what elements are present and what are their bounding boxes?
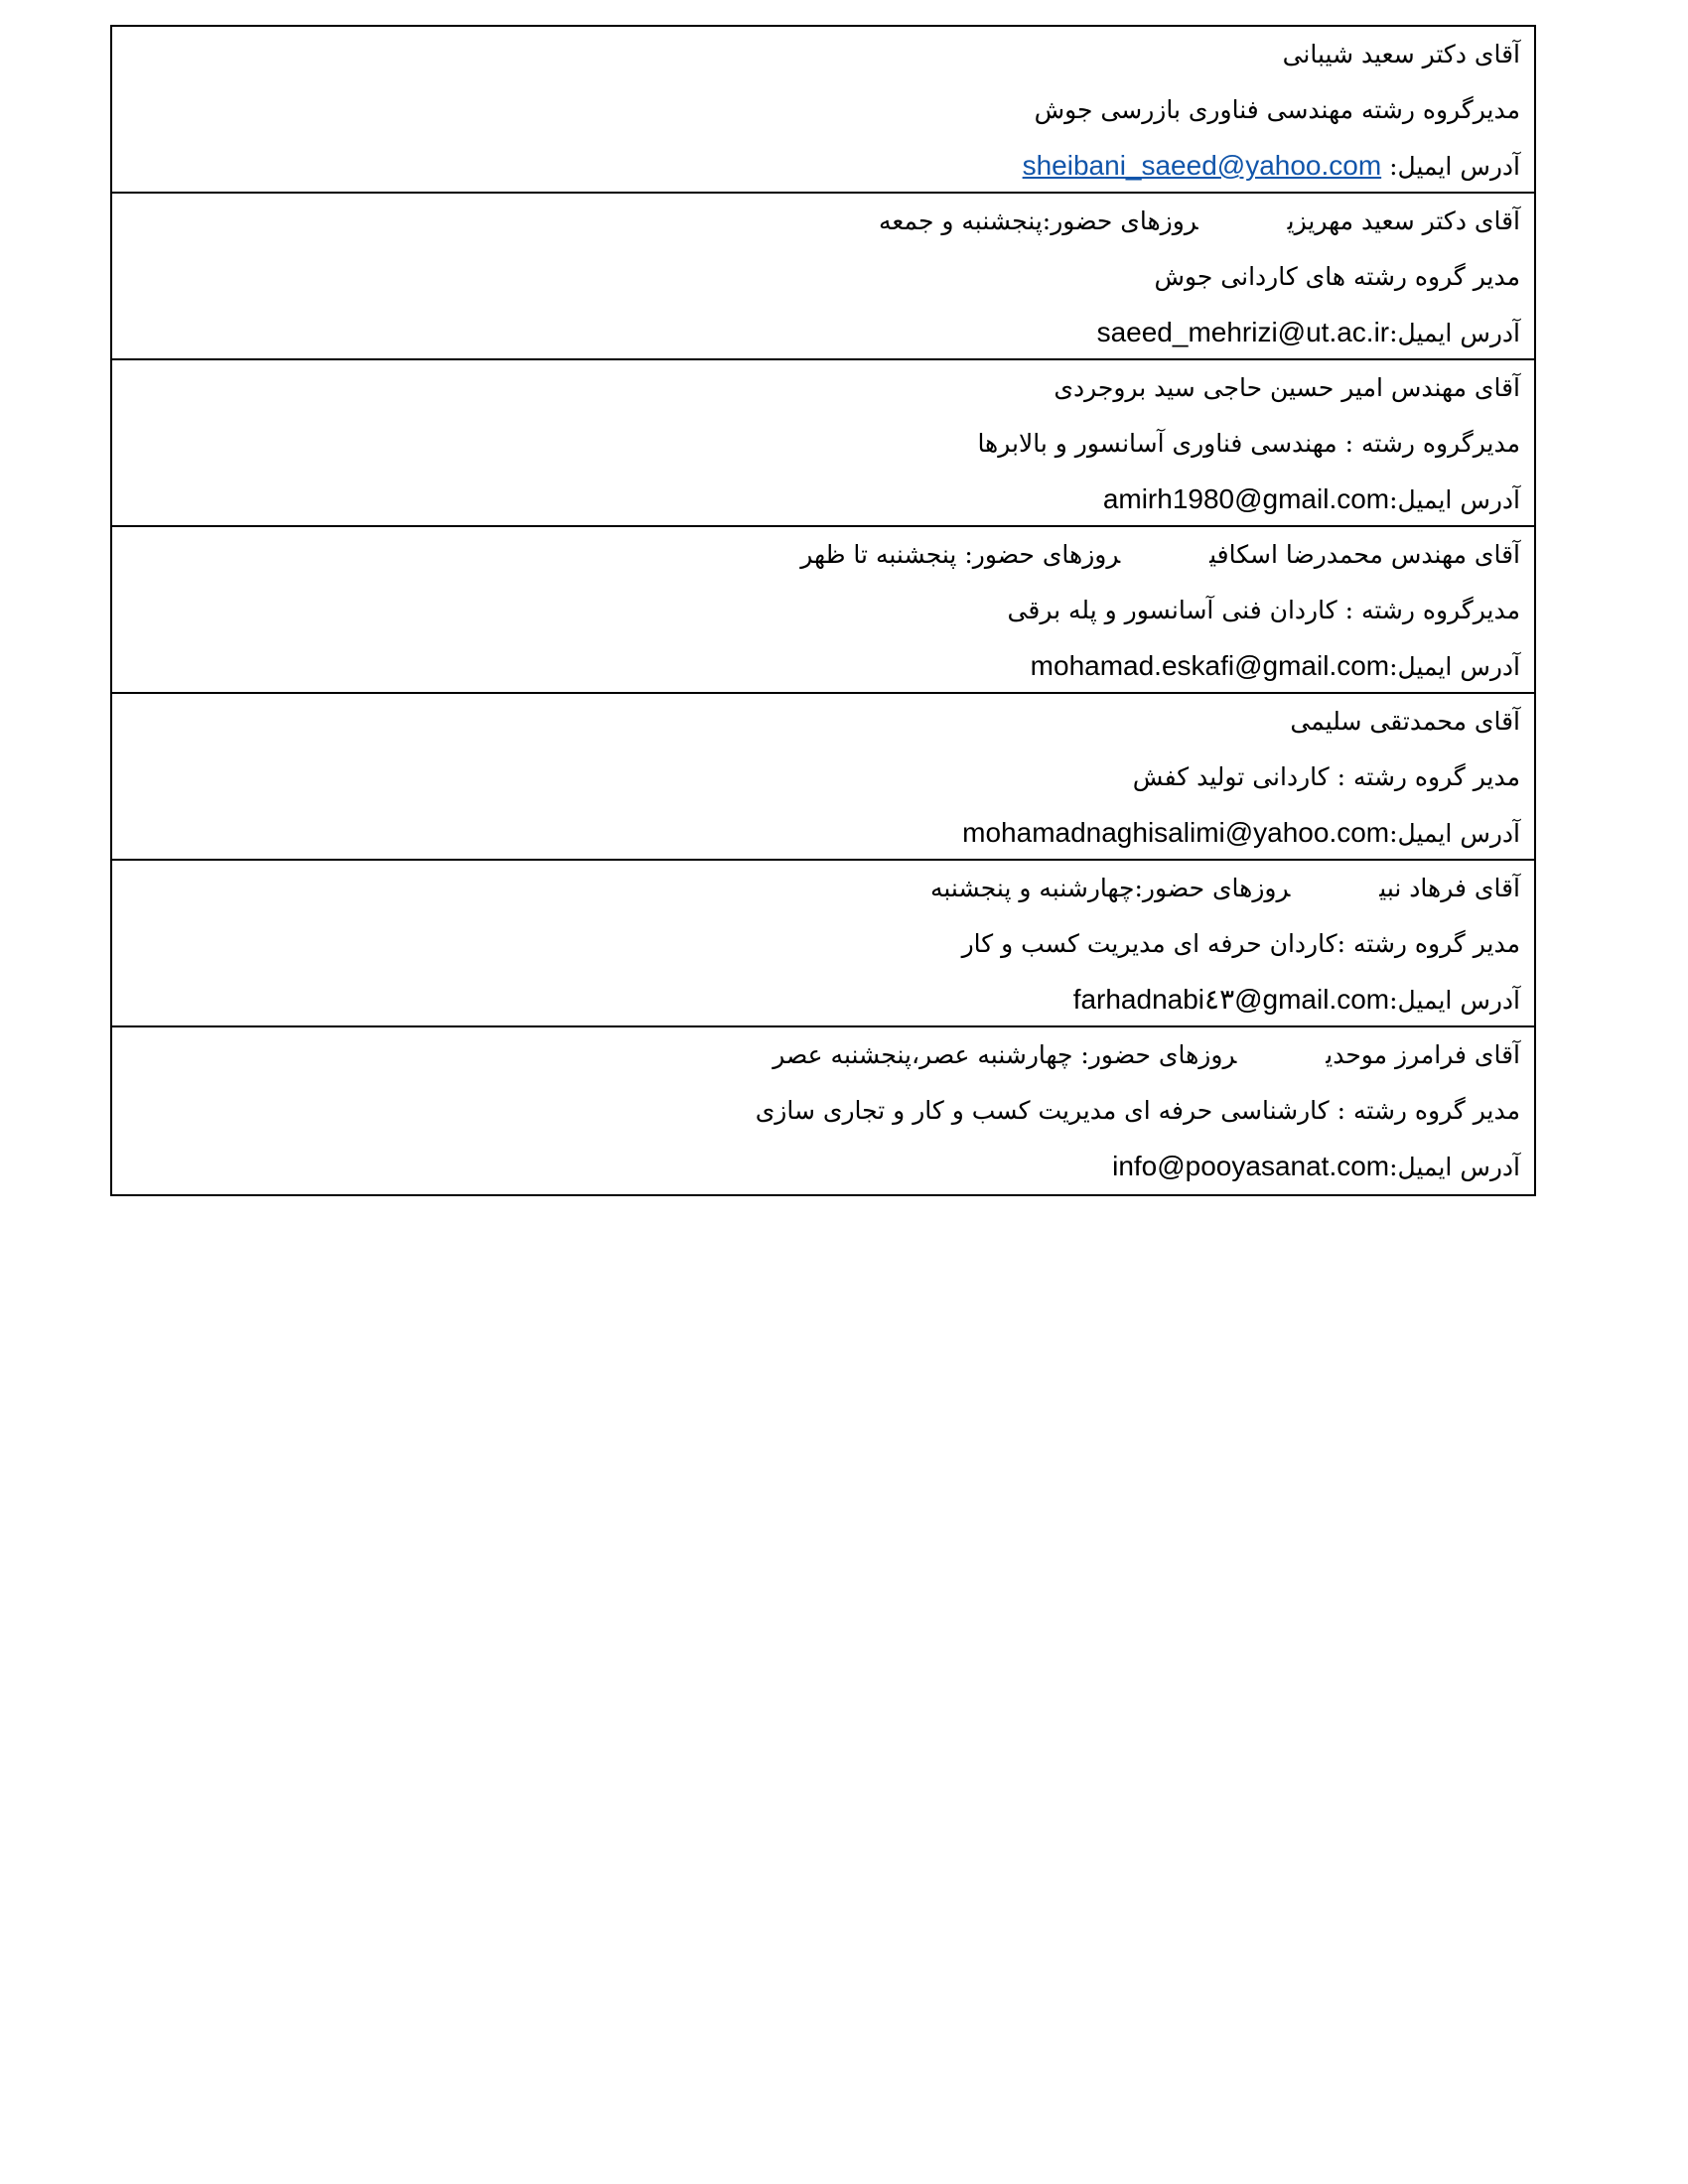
department-name: مدیر گروه رشته : کاردانی تولید کفش — [1132, 762, 1520, 791]
attendance-days: روزهای حضور:چهارشنبه و پنجشنبه — [929, 874, 1291, 902]
email-line — [1031, 646, 1520, 687]
department-line — [1154, 257, 1520, 297]
contact-entry-nabi — [112, 861, 1534, 1027]
contact-name-line — [1054, 368, 1520, 408]
contact-name-line — [930, 869, 1520, 908]
email-prefix: آدرس ایمیل: — [1389, 1153, 1520, 1181]
email-line — [1103, 479, 1520, 520]
email-prefix: آدرس ایمیل: — [1389, 986, 1520, 1015]
contact-entry-movahedi — [112, 1027, 1534, 1194]
contact-name-line — [879, 202, 1520, 241]
contact-name: آقای دکتر سعید شیبانی — [1282, 40, 1520, 68]
email-prefix: آدرس ایمیل: — [1389, 319, 1520, 347]
department-line — [977, 424, 1520, 464]
contacts-table — [110, 25, 1536, 1196]
email-address: info@pooyasanat.com — [1112, 1151, 1390, 1181]
email-line — [1023, 146, 1520, 187]
department-name: مدیرگروه رشته : کاردان فنی آسانسور و پله برقی — [1007, 596, 1520, 624]
email-link[interactable]: sheibani_saeed@yahoo.com — [1022, 150, 1382, 181]
email-address: amirh1980@gmail.com — [1102, 483, 1390, 514]
contact-name-line — [773, 1035, 1520, 1075]
contact-name: آقای مهندس امیر حسین حاجی سید بروجردی — [1054, 373, 1520, 402]
email-address: mohamad.eskafi@gmail.com — [1030, 650, 1390, 681]
department-line — [1008, 591, 1520, 630]
attendance-days: روزهای حضور:پنجشنبه و جمعه — [879, 206, 1198, 235]
department-name: مدیر گروه رشته :کاردان حرفه ای مدیریت کسب و کار — [961, 929, 1520, 958]
contact-name: آقای دکتر سعید مهریزی — [1287, 206, 1520, 235]
department-name: مدیرگروه رشته : مهندسی فناوری آسانسور و بالابرها — [977, 429, 1520, 458]
contact-name: آقای محمدتقی سلیمی — [1290, 707, 1520, 736]
email-prefix: آدرس ایمیل: — [1389, 819, 1520, 848]
email-line — [1073, 980, 1520, 1021]
department-name: مدیر گروه رشته های کاردانی جوش — [1154, 262, 1520, 291]
department-line — [1035, 90, 1520, 130]
email-address: farhadnabi٤٣@gmail.com — [1072, 984, 1390, 1015]
department-name: مدیرگروه رشته مهندسی فناوری بازرسی جوش — [1034, 95, 1520, 124]
contact-name-line — [1290, 702, 1520, 742]
contact-entry-eskafi — [112, 527, 1534, 694]
contact-name: آقای فرامرز موحدی — [1326, 1040, 1520, 1069]
attendance-days: روزهای حضور: چهارشنبه عصر،پنجشنبه عصر — [773, 1040, 1237, 1069]
contact-name-line — [1283, 35, 1520, 74]
email-line — [1112, 1147, 1520, 1187]
email-line — [1097, 313, 1520, 353]
contact-name: آقای فرهاد نبی — [1379, 874, 1520, 902]
attendance-days: روزهای حضور: پنجشنبه تا ظهر — [800, 540, 1121, 569]
department-name: مدیر گروه رشته : کارشناسی حرفه ای مدیریت کسب و کار و تجاری سازی — [755, 1096, 1520, 1125]
email-line — [962, 813, 1520, 854]
contact-entry-boroujerdi — [112, 360, 1534, 527]
department-line — [962, 924, 1520, 964]
contact-name: آقای مهندس محمدرضا اسکافی — [1209, 540, 1520, 569]
contact-name-line — [800, 535, 1520, 575]
email-prefix: آدرس ایمیل: — [1389, 652, 1520, 681]
email-prefix: آدرس ایمیل: — [1389, 485, 1520, 514]
department-line — [1133, 757, 1520, 797]
email-address: mohamadnaghisalimi@yahoo.com — [962, 817, 1390, 848]
contact-entry-sheibani — [112, 27, 1534, 194]
email-address: saeed_mehrizi@ut.ac.ir — [1096, 317, 1390, 347]
contact-entry-mehrizi — [112, 194, 1534, 360]
department-line — [756, 1091, 1520, 1131]
contact-entry-salimi — [112, 694, 1534, 861]
email-prefix: آدرس ایمیل: — [1381, 152, 1520, 181]
